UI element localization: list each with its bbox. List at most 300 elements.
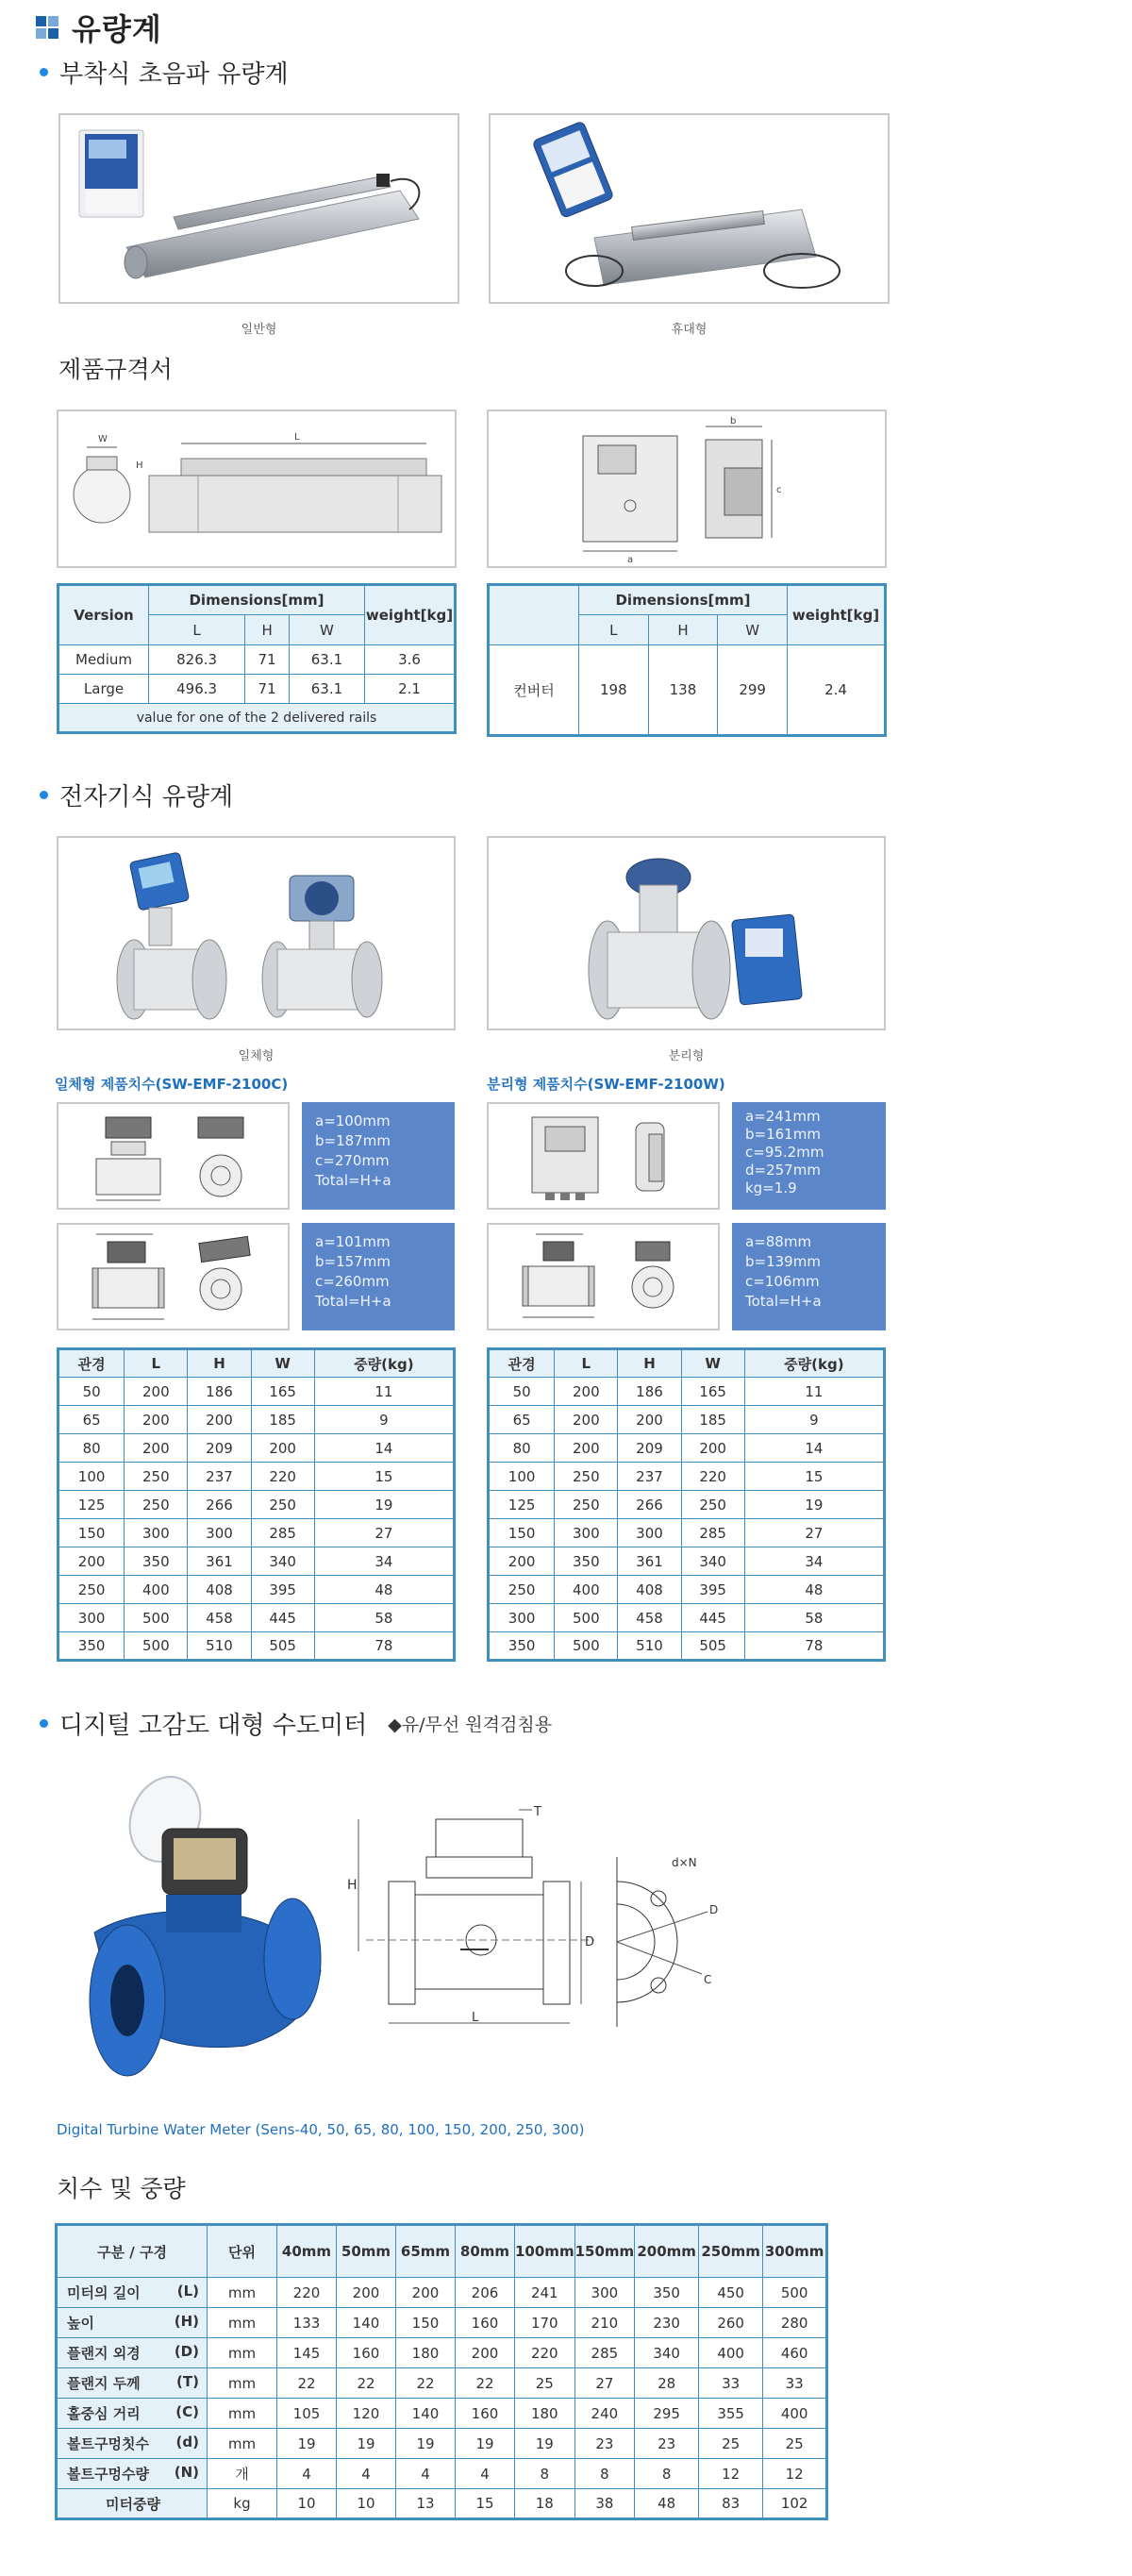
table-row <box>489 1491 885 1519</box>
em-table-cell: 80 <box>58 1434 125 1463</box>
wm-value-cell: 241 <box>515 2278 575 2308</box>
table-row <box>57 2429 827 2459</box>
spec-line: Total=H+a <box>315 1293 391 1310</box>
cell-name: 컨버터 <box>489 645 579 736</box>
section-water-meter-title: 디지털 고감도 대형 수도미터 <box>59 1712 368 1740</box>
em-table-cell: 34 <box>744 1547 884 1576</box>
wm-value-cell: 300 <box>574 2278 635 2308</box>
wm-value-cell: 500 <box>763 2278 827 2308</box>
svg-text:b: b <box>730 416 737 427</box>
em-table-cell: 48 <box>314 1576 454 1604</box>
wm-row-label <box>57 2338 208 2368</box>
em-table-cell: 100 <box>489 1463 555 1491</box>
water-meter-table <box>55 2223 828 2520</box>
em-table-cell: 285 <box>251 1519 314 1547</box>
wm-value-cell: 18 <box>515 2489 575 2519</box>
em-table-cell: 220 <box>251 1463 314 1491</box>
integral-dimension-label: 일체형 제품치수(SW-EMF-2100C) <box>55 1076 289 1093</box>
em-table-cell: 250 <box>681 1491 744 1519</box>
em-table-cell: 200 <box>125 1434 188 1463</box>
wm-value-cell: 25 <box>699 2429 763 2459</box>
integral-drawing-2-svg <box>58 1225 288 1329</box>
wm-row-symbol: (N) <box>174 2464 199 2481</box>
wm-value-cell: 240 <box>574 2399 635 2429</box>
em-table-cell: 15 <box>744 1463 884 1491</box>
converter-dimension-drawing <box>489 411 885 566</box>
em-table-cell: 400 <box>125 1576 188 1604</box>
wm-value-cell: 33 <box>699 2368 763 2399</box>
em-table-cell: 300 <box>58 1604 125 1632</box>
table-row <box>57 2308 827 2338</box>
electromagnetic-table-remote <box>487 1347 886 1662</box>
table-row <box>489 1632 885 1661</box>
remote-spec-box-2 <box>732 1223 886 1330</box>
integral-drawing-2 <box>57 1223 290 1330</box>
wm-value-cell: 25 <box>763 2429 827 2459</box>
table-row <box>57 2399 827 2429</box>
em-table-cell: 350 <box>489 1632 555 1661</box>
em-size-table <box>57 1347 456 1662</box>
cell-version: Medium <box>58 645 149 675</box>
header-weight: weight[kg] <box>788 585 886 645</box>
em-table-cell: 350 <box>58 1632 125 1661</box>
dim-label-D-side: D <box>585 1935 595 1949</box>
wm-value-cell: 170 <box>515 2308 575 2338</box>
em-table-cell: 11 <box>314 1378 454 1406</box>
bullet-icon <box>40 68 48 76</box>
em-table-cell: 200 <box>251 1434 314 1463</box>
em-table-cell: 200 <box>555 1434 618 1463</box>
em-table-cell: 200 <box>58 1547 125 1576</box>
em-header-cell: 중량(kg) <box>314 1349 454 1378</box>
water-meter-illustration <box>75 1763 340 2102</box>
ultrasonic-drawing-rail <box>57 410 457 568</box>
spec-line: b=139mm <box>745 1253 821 1270</box>
em-header-cell: 관경 <box>489 1349 555 1378</box>
wm-row-label-text: 미터의 길이 <box>67 2284 141 2301</box>
em-table-cell: 27 <box>314 1519 454 1547</box>
em-table-cell: 237 <box>188 1463 251 1491</box>
section-ultrasonic-title: 부착식 초음파 유량계 <box>59 60 289 89</box>
integral-drawing-1 <box>57 1102 290 1210</box>
electromagnetic-remote-image <box>487 836 886 1030</box>
wm-value-cell: 200 <box>337 2278 396 2308</box>
em-table-cell: 350 <box>125 1547 188 1576</box>
wm-row-label-text: 볼트구멍수량 <box>67 2466 149 2483</box>
remote-meter-illustration <box>489 838 884 1029</box>
table-row <box>58 1632 455 1661</box>
wm-header-cell: 250mm <box>699 2225 763 2278</box>
spec-line: Total=H+a <box>315 1172 391 1189</box>
table-row <box>57 2368 827 2399</box>
section-electromagnetic-title: 전자기식 유량계 <box>59 783 234 811</box>
em-table-cell: 200 <box>618 1406 681 1434</box>
water-meter-table-wrap <box>55 2223 828 2520</box>
spec-line: a=101mm <box>315 1233 391 1250</box>
em-header-cell: H <box>188 1349 251 1378</box>
table-row <box>489 1519 885 1547</box>
table-row <box>58 1491 455 1519</box>
section-water-meter-note: ◆유/무선 원격검침용 <box>388 1715 553 1735</box>
wm-value-cell: 8 <box>574 2459 635 2489</box>
table-row <box>489 1463 885 1491</box>
wm-value-cell: 27 <box>574 2368 635 2399</box>
svg-text:c: c <box>776 485 782 495</box>
remote-dimension-label: 분리형 제품치수(SW-EMF-2100W) <box>487 1076 725 1093</box>
wm-value-cell: 140 <box>337 2308 396 2338</box>
wm-value-cell: 4 <box>277 2459 337 2489</box>
wm-value-cell: 220 <box>515 2338 575 2368</box>
wm-row-symbol: (D) <box>174 2343 199 2360</box>
wm-value-cell: 8 <box>515 2459 575 2489</box>
em-table-cell: 250 <box>125 1491 188 1519</box>
cell-H: 71 <box>245 675 290 704</box>
wm-row-label <box>57 2459 208 2489</box>
wm-value-cell: 19 <box>396 2429 456 2459</box>
wm-value-cell: 8 <box>635 2459 699 2489</box>
table-row <box>58 1434 455 1463</box>
wm-value-cell: 10 <box>337 2489 396 2519</box>
em-table-cell: 34 <box>314 1547 454 1576</box>
spec-line: c=95.2mm <box>745 1144 824 1161</box>
em-table-cell: 78 <box>314 1632 454 1661</box>
table-row <box>489 1406 885 1434</box>
spec-line: a=88mm <box>745 1233 812 1250</box>
wm-unit-cell: 개 <box>208 2459 277 2489</box>
wm-unit-cell: kg <box>208 2489 277 2519</box>
em-table-cell: 500 <box>125 1604 188 1632</box>
wm-value-cell: 220 <box>277 2278 337 2308</box>
em-table-cell: 15 <box>314 1463 454 1491</box>
spec-title: 제품규격서 <box>58 356 173 383</box>
em-table-cell: 395 <box>251 1576 314 1604</box>
cell-H: 138 <box>648 645 718 736</box>
em-table-cell: 19 <box>744 1491 884 1519</box>
wm-row-label <box>57 2489 208 2519</box>
wm-row-label-text: 미터중량 <box>106 2495 160 2513</box>
wm-value-cell: 83 <box>699 2489 763 2519</box>
em-table-cell: 395 <box>681 1576 744 1604</box>
em-table-cell: 186 <box>188 1378 251 1406</box>
em-table-cell: 361 <box>188 1547 251 1576</box>
em-table-cell: 11 <box>744 1378 884 1406</box>
wm-header-cell: 구분 / 구경 <box>57 2225 208 2278</box>
wm-value-cell: 15 <box>456 2489 515 2519</box>
em-table-cell: 300 <box>555 1519 618 1547</box>
wm-value-cell: 285 <box>574 2338 635 2368</box>
em-table-cell: 266 <box>188 1491 251 1519</box>
header-H: H <box>648 615 718 645</box>
table-row <box>489 1547 885 1576</box>
wm-value-cell: 400 <box>763 2399 827 2429</box>
wm-value-cell: 19 <box>515 2429 575 2459</box>
em-table-cell: 500 <box>555 1632 618 1661</box>
header-W: W <box>718 615 788 645</box>
em-table-cell: 125 <box>58 1491 125 1519</box>
wm-header-cell: 150mm <box>574 2225 635 2278</box>
wm-value-cell: 280 <box>763 2308 827 2338</box>
wm-row-symbol: (d) <box>175 2434 199 2451</box>
wm-value-cell: 28 <box>635 2368 699 2399</box>
em-header-cell: W <box>251 1349 314 1378</box>
em-table-cell: 250 <box>555 1491 618 1519</box>
wm-value-cell: 230 <box>635 2308 699 2338</box>
table-row <box>489 1434 885 1463</box>
em-table-cell: 165 <box>681 1378 744 1406</box>
dim-label-D: D <box>709 1903 719 1916</box>
wm-value-cell: 400 <box>699 2338 763 2368</box>
wm-header-cell: 80mm <box>456 2225 515 2278</box>
wm-row-symbol: (H) <box>174 2313 199 2330</box>
em-table-cell: 185 <box>681 1406 744 1434</box>
section-water-meter-header <box>40 1706 552 1741</box>
wm-unit-cell: mm <box>208 2278 277 2308</box>
em-table-cell: 200 <box>555 1406 618 1434</box>
em-table-cell: 458 <box>188 1604 251 1632</box>
spec-line: kg=1.9 <box>745 1179 797 1196</box>
em-table-cell: 48 <box>744 1576 884 1604</box>
dim-label-dxN: d×N <box>672 1856 697 1869</box>
wm-row-label <box>57 2399 208 2429</box>
header-L: L <box>579 615 649 645</box>
table-row <box>58 1463 455 1491</box>
wm-value-cell: 350 <box>635 2278 699 2308</box>
wm-row-label-text: 볼트구멍칫수 <box>67 2435 149 2452</box>
wm-value-cell: 260 <box>699 2308 763 2338</box>
em-table-cell: 125 <box>489 1491 555 1519</box>
wm-value-cell: 19 <box>337 2429 396 2459</box>
wm-value-cell: 120 <box>337 2399 396 2429</box>
table-row <box>58 1604 455 1632</box>
em-table-cell: 200 <box>125 1378 188 1406</box>
wm-header-cell: 40mm <box>277 2225 337 2278</box>
cell-H: 71 <box>245 645 290 675</box>
wm-row-label <box>57 2429 208 2459</box>
em-table-cell: 165 <box>251 1378 314 1406</box>
em-table-cell: 250 <box>251 1491 314 1519</box>
em-table-cell: 505 <box>251 1632 314 1661</box>
em-table-cell: 300 <box>125 1519 188 1547</box>
wm-value-cell: 145 <box>277 2338 337 2368</box>
wm-value-cell: 355 <box>699 2399 763 2429</box>
wm-value-cell: 105 <box>277 2399 337 2429</box>
cell-W: 63.1 <box>289 645 364 675</box>
em-table-cell: 300 <box>489 1604 555 1632</box>
wm-header-cell: 단위 <box>208 2225 277 2278</box>
em-table-cell: 65 <box>489 1406 555 1434</box>
wm-value-cell: 200 <box>396 2278 456 2308</box>
header-dimensions: Dimensions[mm] <box>149 585 365 615</box>
em-table-cell: 340 <box>681 1547 744 1576</box>
wm-row-label-text: 홀중심 거리 <box>67 2405 141 2422</box>
table-row <box>58 675 456 704</box>
dim-label-L: L <box>472 2011 479 2025</box>
em-table-cell: 400 <box>555 1576 618 1604</box>
em-header-cell: W <box>681 1349 744 1378</box>
header-version: Version <box>58 585 149 645</box>
em-table-cell: 500 <box>125 1632 188 1661</box>
header-blank <box>489 585 579 645</box>
wm-value-cell: 12 <box>699 2459 763 2489</box>
wm-value-cell: 133 <box>277 2308 337 2338</box>
wm-value-cell: 13 <box>396 2489 456 2519</box>
spec-line: d=257mm <box>745 1162 821 1179</box>
wm-header-cell: 50mm <box>337 2225 396 2278</box>
section-ultrasonic-header <box>40 55 289 90</box>
dim-label-T: T <box>534 1805 541 1819</box>
spec-line: c=106mm <box>745 1273 820 1290</box>
em-table-cell: 27 <box>744 1519 884 1547</box>
wm-value-cell: 160 <box>456 2308 515 2338</box>
wm-value-cell: 206 <box>456 2278 515 2308</box>
integral-spec-box-1 <box>302 1102 455 1210</box>
ultrasonic-spec-table-2 <box>487 583 887 737</box>
wm-value-cell: 160 <box>337 2338 396 2368</box>
wm-row-symbol: (C) <box>175 2403 199 2420</box>
wm-value-cell: 22 <box>277 2368 337 2399</box>
rail-dimension-drawing <box>58 411 455 566</box>
wm-value-cell: 12 <box>763 2459 827 2489</box>
integral-spec-box-2 <box>302 1223 455 1330</box>
svg-text:H: H <box>136 460 143 471</box>
em-table-cell: 80 <box>489 1434 555 1463</box>
electromagnetic-caption-integral: 일체형 <box>238 1049 275 1063</box>
wm-row-label <box>57 2368 208 2399</box>
wm-value-cell: 4 <box>396 2459 456 2489</box>
em-table-cell: 505 <box>681 1632 744 1661</box>
em-table-cell: 209 <box>618 1434 681 1463</box>
table-row <box>58 1406 455 1434</box>
wm-header-cell: 300mm <box>763 2225 827 2278</box>
em-table-cell: 510 <box>188 1632 251 1661</box>
table-row <box>57 2278 827 2308</box>
em-table-cell: 445 <box>681 1604 744 1632</box>
spec-line: b=157mm <box>315 1253 391 1270</box>
svg-text:a: a <box>627 555 634 565</box>
em-table-cell: 300 <box>618 1519 681 1547</box>
spec-line: Total=H+a <box>745 1293 822 1310</box>
em-header-cell: 관경 <box>58 1349 125 1378</box>
em-table-cell: 150 <box>489 1519 555 1547</box>
em-table-cell: 445 <box>251 1604 314 1632</box>
wm-value-cell: 22 <box>337 2368 396 2399</box>
ultrasonic-standard-illustration <box>60 115 458 302</box>
wm-value-cell: 19 <box>456 2429 515 2459</box>
dim-label-C: C <box>704 1973 712 1986</box>
wm-value-cell: 25 <box>515 2368 575 2399</box>
em-table-cell: 350 <box>555 1547 618 1576</box>
em-table-cell: 200 <box>125 1406 188 1434</box>
em-table-cell: 185 <box>251 1406 314 1434</box>
electromagnetic-integral-image <box>57 836 456 1030</box>
em-table-cell: 285 <box>681 1519 744 1547</box>
wm-value-cell: 38 <box>574 2489 635 2519</box>
remote-drawing-1-svg <box>489 1104 718 1208</box>
spec-line: a=100mm <box>315 1112 391 1129</box>
em-table-cell: 58 <box>744 1604 884 1632</box>
cell-weight: 3.6 <box>365 645 456 675</box>
ultrasonic-portable-illustration <box>491 115 888 302</box>
em-table-cell: 458 <box>618 1604 681 1632</box>
em-table-cell: 340 <box>251 1547 314 1576</box>
wm-row-label-text: 플랜지 두께 <box>67 2375 141 2392</box>
wm-value-cell: 180 <box>515 2399 575 2429</box>
table-row <box>57 2489 827 2519</box>
ultrasonic-caption-standard: 일반형 <box>241 323 277 337</box>
wm-value-cell: 340 <box>635 2338 699 2368</box>
flange-dimension-drawing <box>604 1800 745 2083</box>
em-table-cell: 9 <box>744 1406 884 1434</box>
bullet-icon <box>40 791 48 799</box>
remote-drawing-1 <box>487 1102 720 1210</box>
wm-row-symbol: (T) <box>176 2373 199 2390</box>
wm-value-cell: 150 <box>396 2308 456 2338</box>
table-row <box>489 1604 885 1632</box>
em-table-cell: 65 <box>58 1406 125 1434</box>
em-table-cell: 250 <box>125 1463 188 1491</box>
em-table-cell: 266 <box>618 1491 681 1519</box>
cell-weight: 2.1 <box>365 675 456 704</box>
water-meter-table-title: 치수 및 중량 <box>57 2175 186 2202</box>
cell-version: Large <box>58 675 149 704</box>
em-table-cell: 100 <box>58 1463 125 1491</box>
svg-text:L: L <box>294 432 300 443</box>
dim-label-H: H <box>347 1878 358 1893</box>
wm-value-cell: 23 <box>574 2429 635 2459</box>
em-table-cell: 209 <box>188 1434 251 1463</box>
em-table-cell: 200 <box>681 1434 744 1463</box>
em-table-cell: 408 <box>188 1576 251 1604</box>
table-footnote: value for one of the 2 delivered rails <box>58 704 456 733</box>
wm-value-cell: 23 <box>635 2429 699 2459</box>
ultrasonic-spec-table-1 <box>57 583 457 734</box>
em-table-cell: 200 <box>489 1547 555 1576</box>
em-table-cell: 220 <box>681 1463 744 1491</box>
wm-value-cell: 295 <box>635 2399 699 2429</box>
section-electromagnetic-header <box>40 778 233 812</box>
em-table-cell: 250 <box>58 1576 125 1604</box>
em-table-cell: 186 <box>618 1378 681 1406</box>
wm-row-label-text: 높이 <box>67 2315 94 2332</box>
title-grid-icon <box>36 16 58 39</box>
table-row <box>489 1576 885 1604</box>
wm-unit-cell: mm <box>208 2399 277 2429</box>
electromagnetic-caption-remote: 분리형 <box>668 1049 705 1063</box>
wm-value-cell: 102 <box>763 2489 827 2519</box>
ultrasonic-portable-image <box>489 113 890 304</box>
remote-drawing-2-svg <box>489 1225 718 1329</box>
integral-meter-illustration <box>58 838 454 1029</box>
em-table-cell: 150 <box>58 1519 125 1547</box>
em-header-cell: L <box>125 1349 188 1378</box>
wm-value-cell: 4 <box>456 2459 515 2489</box>
wm-value-cell: 19 <box>277 2429 337 2459</box>
wm-row-label-text: 플랜지 외경 <box>67 2345 141 2362</box>
wm-value-cell: 450 <box>699 2278 763 2308</box>
em-table-cell: 510 <box>618 1632 681 1661</box>
wm-value-cell: 200 <box>456 2338 515 2368</box>
spec-line: b=187mm <box>315 1132 391 1149</box>
cell-weight: 2.4 <box>788 645 886 736</box>
electromagnetic-table-integral <box>57 1347 456 1662</box>
remote-spec-box-1 <box>732 1102 886 1210</box>
wm-value-cell: 160 <box>456 2399 515 2429</box>
water-meter-caption: Digital Turbine Water Meter (Sens-40, 50, 65, 80, 100, 150, 200, 250, 300) <box>57 2121 585 2138</box>
wm-value-cell: 460 <box>763 2338 827 2368</box>
cell-L: 826.3 <box>149 645 245 675</box>
table-row <box>57 2459 827 2489</box>
cell-L: 198 <box>579 645 649 736</box>
